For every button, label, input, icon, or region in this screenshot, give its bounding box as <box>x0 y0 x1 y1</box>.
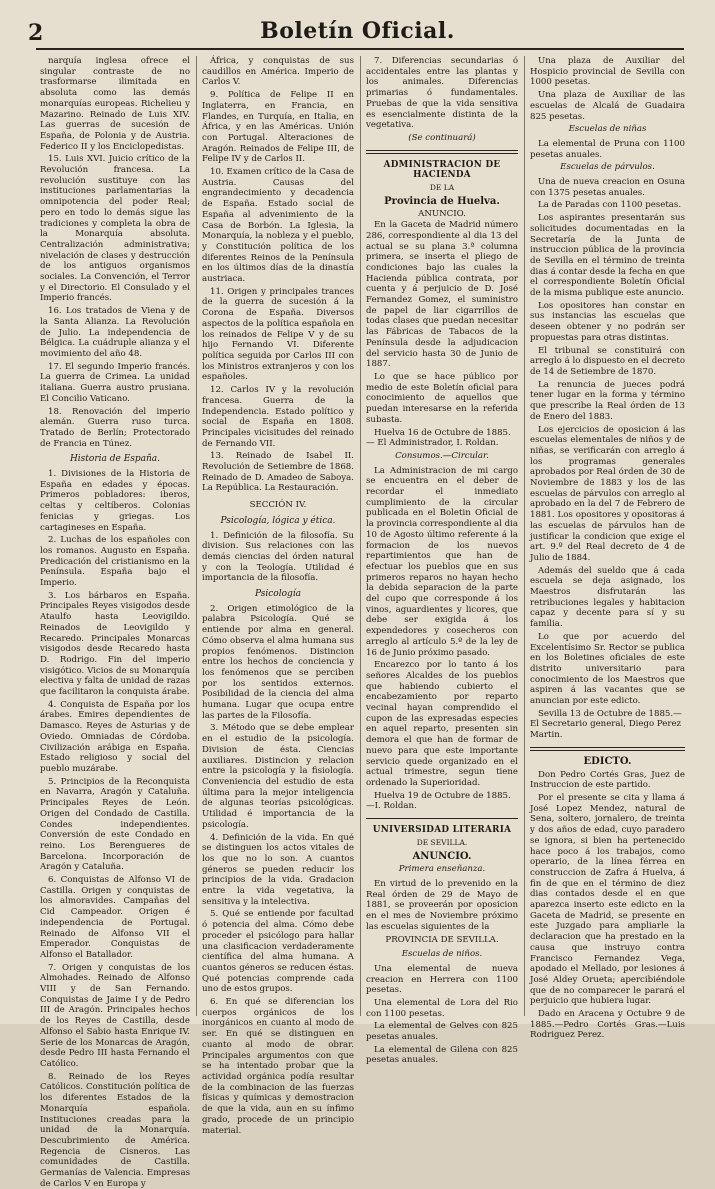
column-4 <box>530 56 685 1041</box>
paragraph: En la Gaceta de Madrid número 286, correspondiente al dia 13 del actual se su plana 3.ª columna primera, se inserta el pliego de condiciones bajo las cuales la Hacienda pública contrata, por cuenta y á perjuicio de D. José Fernandez Gomez, el suministro de papel de liar cigarrillos de todas clases que puedan necesitar las Fábricas de Tabacos de la Península desde la adjudicacion del servicio hasta 30 de Junio de 1887. <box>366 220 518 370</box>
masthead <box>0 14 715 50</box>
paragraph: 10. Examen crítico de la Casa de Austria. Causas del engrandecimiento y decadencia de España. Estado social de España al advenimiento de la Casa de Borbón. La Iglesia, la Monarquía, la nobleza y el pueblo, y Constitución política de los diferentes Reinos de la Península en los últimos días de la dinastía austriaca. <box>202 167 354 285</box>
paragraph: Además del sueldo que á cada escuela se deja asignado, los Maestros disfrutarán las retribuciones legales y habitacion capaz y decente para sí y su familia. <box>530 565 685 630</box>
university-heading: UNIVERSIDAD LITERARIA <box>372 825 512 836</box>
section-heading: SECCIÓN IV. <box>249 500 307 511</box>
signature: Huelva 16 de Octubre de 1885.— El Administrador, I. Roldan. <box>366 427 511 449</box>
separator <box>530 747 685 751</box>
announcement-heading: ANUNCIO. <box>418 209 466 220</box>
publication-title: Boletín Oficial. <box>260 18 455 44</box>
paragraph: Una de nueva creacion en Osuna con 1375 pesetas anuales. <box>530 177 685 198</box>
columns <box>40 56 685 1189</box>
paragraph: Una plaza de Auxiliar del Hospicio provincial de Sevilla con 1000 pesetas. <box>530 56 685 88</box>
paragraph: Los opositores han constar en sus instancias las escuelas que deseen obtener y no podrán ser propuestas para otras distintas. <box>530 300 685 343</box>
signature: Huelva 19 de Octubre de 1885.—I. Roldan. <box>366 790 511 812</box>
paragraph: Don Pedro Cortés Gras, Juez de Instruccion de este partido. <box>530 769 685 791</box>
column-3 <box>366 56 518 1066</box>
paragraph: 5. Principios de la Reconquista en Navarra, Aragón y Cataluña. Principales Reyes de León. Origen del Condado de Castilla. Condes independientes. Conversión de este Condado en reino. Los Berengueres de Barcelona. Incorporación de Aragón y Cataluña. <box>40 776 190 873</box>
paragraph: La Administracion de mi cargo se encuentra en el deber de recordar el inmediato cumplimiento de la circular publicada en el Boletin Oficial de la provincia correspondiente al dia 10 de Agosto último referente á la formacion de los nuevos repartimientos que han de efectuar los pueblos que en sus primeros reparos no hayan hecho la debida separacion de la parte del cupo que corresponde á los vinos, aguardientes y licores, que debe ser exigida á los expendedores y cosecheros con arreglo al artículo 5.º de la ley de 16 de Junio próximo pasado. <box>366 465 518 658</box>
paragraph: Lo que se hace público por medio de este Boletín oficial para conocimiento de aquellos que puedan interesarse en la referida subasta. <box>366 371 518 425</box>
paragraph: 3. Los bárbaros en España. Principales Reyes visigodos desde Ataulfo hasta Leovigildo. Reinados de Leovigildo y Recaredo. Principales Monarcas visigodos desde Recaredo hasta D. Rodrigo. Fin del imperio visigótico. Vicios de su Monarquía electiva y falta de unidad de razas que facilitaron la conquista árabe. <box>40 590 190 698</box>
schools-infants-heading: Escuelas de párvulos. <box>560 162 655 173</box>
announcement-heading: ANUNCIO. <box>412 850 472 862</box>
admin-of: DE LA <box>429 183 455 193</box>
education-heading: Primera enseñanza. <box>398 864 486 875</box>
paragraph: 17. El segundo Imperio francés. La guerra de Crimea. La unidad italiana. Guerra austro prusiana. El Concilio Vaticano. <box>40 361 190 404</box>
university-subheading: DE SEVILLA. <box>416 837 468 847</box>
subsection-title: Psicología <box>254 589 302 600</box>
paragraph: 8. Reinado de los Reyes Católicos. Constitución política de los diferentes Estados de la Monarquía española. Instituciones creadas para la unidad de la Monarquía. Descubrimiento de América. Regencia de Cisneros. Las comunidades de Castilla. Germanías de Valencia. Empresas de Carlos V en Europa y <box>40 1071 190 1189</box>
paragraph: 15. Luis XVI. Juicio crítico de la Revolución francesa. La revolución sustituye con las instituciones parlamentarias la omnipotencia del poder Real; pero en todo lo demás sigue las tradiciones y completa la obra de la Monarquía absoluta. Centralización administrativa; nivelación de clases y destrucción de los antiguos organismos sociales. La Convención, el Terror y el Directorio. El Consulado y el Imperio francés. <box>40 154 190 304</box>
paragraph: 6. Conquistas de Alfonso VI de Castilla. Origen y conquistas de los almoravides. Campañas del Cid Campeador. Origen é independencia de Portugal. Reinado de Alfonso VII el Emperador. Conquistas de Alfonso el Batallador. <box>40 875 190 960</box>
separator <box>366 818 518 819</box>
paragraph: La elemental de Pruna con 1100 pesetas anuales. <box>530 138 685 160</box>
continued-note: (Se continuará) <box>408 132 476 143</box>
column-2 <box>202 56 354 1136</box>
paragraph: Dado en Aracena y Octubre 9 de 1885.—Pedro Cortés Gras.—Luis Rodriguez Perez. <box>530 1009 685 1041</box>
page-number: 2 <box>28 20 44 46</box>
province-heading: PROVINCIA DE SEVILLA. <box>385 935 499 946</box>
paragraph: La de Paradas con 1100 pesetas. <box>538 200 682 211</box>
paragraph: 7. Diferencias secundarias ó accidentales entre las plantas y los animales. Diferencias primarias ó fundamentales. Pruebas de que la vida sensitiva es esencialmente distinta de la vegetativa. <box>366 56 518 131</box>
paragraph: Encarezco por lo tanto á los señores Alcaldes de los pueblos que habiendo cubierto el encabezamiento por reparto vecinal hayan comprendido el cupon de las expresadas especies en aquel reparto, presenten sin demora el que han de formar de nuevo para que este importante servicio quede organizado en el actual trimestre, segun tiene ordenado la Superioridad. <box>366 660 518 788</box>
paragraph: África, y conquistas de sus caudillos en América. Imperio de Carlos V. <box>202 56 354 88</box>
consumos-heading: Consumos.—Circular. <box>395 450 489 461</box>
paragraph: Lo que por acuerdo del Excelentísimo Sr. Rector se publica en los Boletines oficiales de este distrito universitario para conocimiento de los Maestros que aspiren á las vacantes que se anuncian por este edicto. <box>530 631 685 707</box>
column-1 <box>40 56 190 1189</box>
header-rule <box>36 48 684 50</box>
paragraph: 1. Divisiones de la Historia de España en edades y épocas. Primeros pobladores: iberos, celtas y celtíberos. Colonias fenicias y griegas. Los cartagineses en España. <box>40 469 190 533</box>
paragraph: 11. Origen y principales trances de la guerra de sucesión á la Corona de España. Diversos aspectos de la política española en los reinados de Felipe V y de su hijo Fernando VI. Diferente política seguida por Carlos III con los Ministros extranjeros y con los españoles. <box>202 286 354 383</box>
paragraph: 16. Los tratados de Viena y de la Santa Alianza. La Revolución de Julio. La independencia de Bélgica. La cuádruple alianza y el movimiento del año 48. <box>40 306 190 359</box>
paragraph: Los ejercicios de oposicion á las escuelas elementales de niños y de niñas, se verificarán con arreglo á los programas generales aprobados por Real órden de 30 de Noviembre de 1883 y los de las escuelas de párvulos con arreglo al aprobado en la del 7 de Febrero de 1881. Los opositores y opositoras á las escuelas de párvulos han de justificar la condicion que exige el art. 9.º del Real decreto de 4 de Julio de 1884. <box>530 424 685 563</box>
section-subtitle: Psicología, lógica y ética. <box>220 515 336 526</box>
admin-heading: ADMINISTRACION DE HACIENDA <box>383 159 501 181</box>
paragraph: 13. Reinado de Isabel II. Revolución de Setiembre de 1868. Reinado de D. Amadeo de Saboya. La República. La Restauración. <box>202 451 354 494</box>
edict-heading: EDICTO. <box>583 755 632 767</box>
paragraph: 1. Definición de la filosofía. Su division. Sus relaciones con las demás ciencias del órden natural y con la Teología. Utilidad é importancia de la filosofía. <box>202 530 354 584</box>
signature: Sevilla 13 de Octubre de 1885.— El Secretario general, Diego Perez Martin. <box>530 708 682 741</box>
paragraph: 7. Origen y conquistas de los Almohades. Reinado de Alfonso VIII y de San Fernando. Conquistas de Jaime I y de Pedro III de Aragón. Principales hechos de los Reyes de Castilla, desde Alfonso el Sabio hasta Enrique IV. Serie de los Monarcas de Aragón, desde Pedro III hasta Fernando el Católico. <box>40 962 190 1069</box>
schools-boys-heading: Escuelas de niños. <box>401 949 483 960</box>
paragraph: 9. Política de Felipe II en Inglaterra, en Francia, en Flandes, en Turquía, en Italia, en África, y en las Américas. Unión con Portugal. Alteraciones de Aragón. Reinados de Felipe III, de Felipe IV y de Carlos II. <box>202 90 354 165</box>
paragraph: Los aspirantes presentarán sus solicitudes documentadas en la Secretaría de la Junta de instruccion pública de la provincia de Sevilla en el término de treinta dias á contar desde la fecha en que el correspondiente Boletín Oficial de la misma publique este anuncio. <box>530 213 685 299</box>
separator <box>366 150 518 154</box>
paragraph: 2. Origen etimológico de la palabra Psicología. Qué se entiende por alma en general. Cómo observa el alma humana sus propios fenómenos. Distincion entre los hechos de conciencia y los fenómenos que se perciben por los sentidos externos. Posibilidad de la ciencia del alma humana. Lugar que ocupa entre las partes de la Filosofía. <box>202 603 354 721</box>
paragraph: 2. Luchas de los españoles con los romanos. Augusto en España. Predicación del cristianismo en la Península. España bajo el Imperio. <box>40 535 190 589</box>
paragraph: Una elemental de Lora del Rio con 1100 pesetas. <box>366 997 518 1019</box>
admin-province: Provincia de Huelva. <box>384 195 500 207</box>
paragraph: 6. En qué se diferencian los cuerpos orgánicos de los inorgánicos en cuanto al modo de ser. En qué se distinguen en cuanto al modo de obrar. Principales argumentos con que se ha intentado probar que la actividad orgánica podía resultar de la combinacion de las fuerzas físicas y químicas y demostracion de que la vida, aun en su ínfimo grado, procede de un principio material. <box>202 997 354 1136</box>
paragraph: La renuncia de jueces podrá tener lugar en la forma y término que prescribe la Real órden de 13 de Enero del 1883. <box>530 379 685 422</box>
paragraph: La elemental de Gilena con 825 pesetas anuales. <box>366 1044 518 1066</box>
paragraph: El tribunal se constituirá con arreglo á lo dispuesto en el decreto de 14 de Setiembre de 1870. <box>530 345 685 377</box>
paragraph: 4. Definición de la vida. En qué se distinguen los actos vitales de los que no lo son. A cuantos géneros se pueden reducir los principios de la vida. Gradacion entre la vida vegetativa, la sensitiva y la intelectiva. <box>202 832 354 907</box>
paragraph: narquía inglesa ofrece el singular contraste de no trasformarse ilimitada en absoluta como las demás monarquías europeas. Richelieu y Mazarino. Reinado de Luis XIV. Las guerras de sucesión de España, de Polonia y de Austria. Federico II y los Enciclopedistas. <box>40 56 190 152</box>
paragraph: 3. Método que se debe emplear en el estudio de la psicología. Division de ésta. Ciencias auxiliares. Distincion y relacion entre la psicología y la fisiología. Conveniencia del estudio de esta última para la mejor inteligencia de algunas teorías psicológicas. Utilidad é importancia de la psicología. <box>202 723 354 830</box>
paragraph: 12. Carlos IV y la revolución francesa. Guerra de la Independencia. Estado político y social de España en 1808. Principales vicisitudes del reinado de Fernando VII. <box>202 385 354 449</box>
paragraph: La elemental de Gelves con 825 pesetas anuales. <box>366 1021 518 1043</box>
paragraph: Una elemental de nueva creacion en Herrera con 1100 pesetas. <box>366 963 518 996</box>
paragraph: 4. Conquista de España por los árabes. Emires dependientes de Damasco. Reyes de Asturias y de Oviedo. Omniadas de Córdoba. Civilización arábiga en España. Estado religioso y social del pueblo muzárabe. <box>40 699 190 774</box>
schools-girls-heading: Escuelas de niñas <box>568 124 647 135</box>
paragraph: 18. Renovación del imperio alemán. Guerra ruso turca. Tratado de Berlín; Protectorado de Francia en Túnez. <box>40 406 190 449</box>
paragraph: Una plaza de Auxiliar de las escuelas de Alcalá de Guadaira 825 pesetas. <box>530 90 685 122</box>
paragraph: En virtud de lo prevenido en la Real órden de 29 de Mayo de 1881, se proveerán por oposicion en el mes de Noviembre próximo las escuelas siguientes de la <box>366 878 518 932</box>
paragraph: 5. Qué se entiende por facultad ó potencia del alma. Cómo debe proceder el psicólogo para hallar una clasificacion verdaderamente científica del alma humana. A cuantos géneros se reducen éstas. Qué potencias comprende cada uno de estos grupos. <box>202 909 354 995</box>
section-title: Historia de España. <box>69 454 161 465</box>
paragraph: Por el presente se cita y llama á José Lopez Mendez, natural de Sena, soltero, jornalero, de treinta y dos años de edad, cuyo paradero se ignora, si bien ha pertenecido hace poco á los trabajos, como operario, de la línea férrea en construccion de Zafra á Huelva, á fin de que en el término de diez dias contados desde el en que aparezca inserto este edicto en la Gaceta de Madrid, se presente en este Juzgado para ampliarle la declaracion que ha prestado en la causa que instruyo contra Francisco Fernandez Vega, apodado el Mellado, por lesiones á José Aldey Orueta; apercibiéndole que de no comparecer le parará el perjuicio que hubiera lugar. <box>530 793 685 1007</box>
